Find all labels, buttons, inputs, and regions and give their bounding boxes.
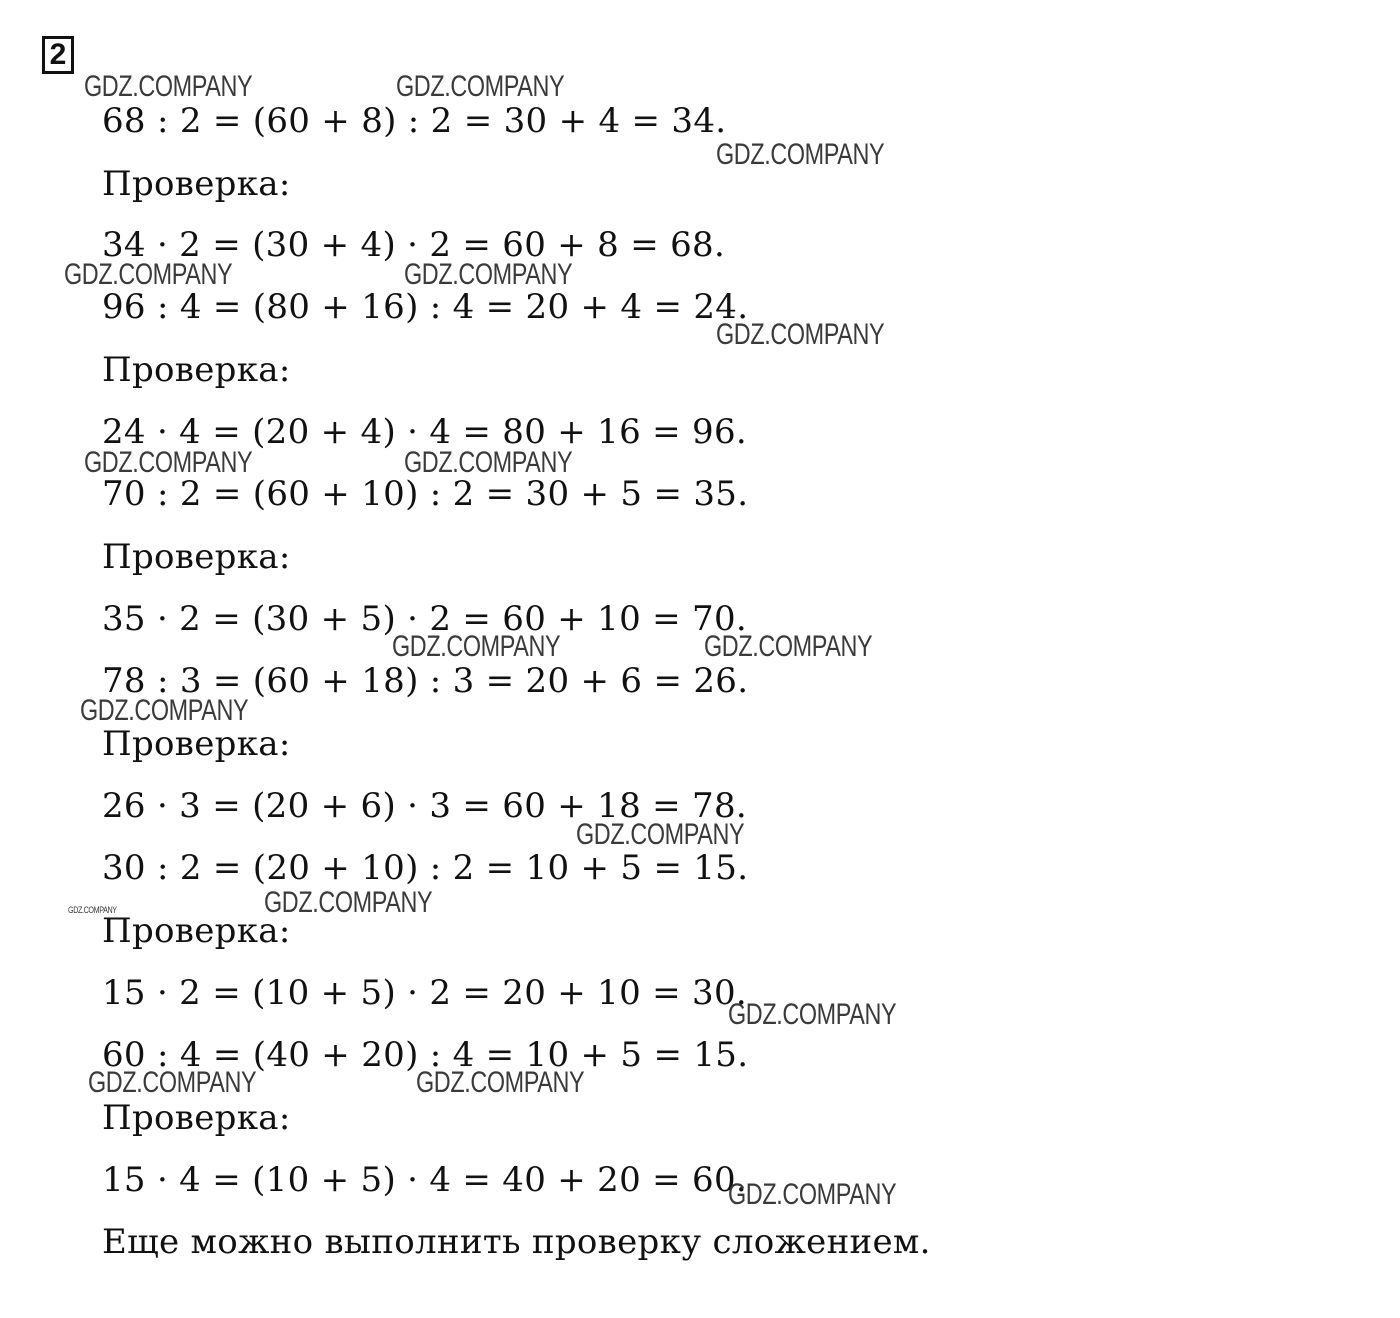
watermark: GDZ.COMPANY — [716, 318, 885, 351]
equation-line: 24 · 4 = (20 + 4) · 4 = 80 + 16 = 96. — [102, 412, 748, 452]
watermark: GDZ.COMPANY — [728, 998, 897, 1031]
equation-line: 70 : 2 = (60 + 10) : 2 = 30 + 5 = 35. — [102, 474, 749, 514]
watermark: GDZ.COMPANY — [416, 1066, 585, 1099]
watermark: GDZ.COMPANY — [88, 1066, 257, 1099]
watermark: GDZ.COMPANY — [704, 630, 873, 663]
watermark: GDZ.COMPANY — [404, 258, 573, 291]
watermark: GDZ.COMPANY — [84, 70, 253, 103]
watermark: GDZ.COMPANY — [84, 446, 253, 479]
watermark: GDZ.COMPANY — [716, 138, 885, 171]
watermark: GDZ.COMPANY — [404, 446, 573, 479]
watermark: GDZ.COMPANY — [80, 694, 249, 727]
equation-line: 34 · 2 = (30 + 4) · 2 = 60 + 8 = 68. — [102, 225, 726, 265]
check-label: Проверка: — [102, 537, 291, 577]
equation-line: 35 · 2 = (30 + 5) · 2 = 60 + 10 = 70. — [102, 599, 748, 639]
check-label: Проверка: — [102, 164, 291, 204]
check-label: Проверка: — [102, 1098, 291, 1138]
check-label: Проверка: — [102, 911, 291, 951]
watermark: GDZ.COMPANY — [728, 1178, 897, 1211]
equation-line: 26 · 3 = (20 + 6) · 3 = 60 + 18 = 78. — [102, 786, 748, 826]
watermark: GDZ.COMPANY — [264, 886, 433, 919]
watermark: GDZ.COMPANY — [68, 905, 117, 915]
equation-line: 78 : 3 = (60 + 18) : 3 = 20 + 6 = 26. — [102, 661, 749, 701]
closing-note: Еще можно выполнить проверку сложением. — [102, 1222, 931, 1262]
equation-line: 30 : 2 = (20 + 10) : 2 = 10 + 5 = 15. — [102, 848, 749, 888]
equation-line: 15 · 4 = (10 + 5) · 4 = 40 + 20 = 60. — [102, 1160, 748, 1200]
watermark: GDZ.COMPANY — [392, 630, 561, 663]
equation-line: 96 : 4 = (80 + 16) : 4 = 20 + 4 = 24. — [102, 287, 749, 327]
check-label: Проверка: — [102, 724, 291, 764]
check-label: Проверка: — [102, 350, 291, 390]
watermark: GDZ.COMPANY — [64, 258, 233, 291]
equation-line: 15 · 2 = (10 + 5) · 2 = 20 + 10 = 30. — [102, 973, 748, 1013]
equation-line: 68 : 2 = (60 + 8) : 2 = 30 + 4 = 34. — [102, 101, 727, 141]
task-number: 2 — [42, 36, 74, 74]
watermark: GDZ.COMPANY — [396, 70, 565, 103]
watermark: GDZ.COMPANY — [576, 818, 745, 851]
equation-line: 60 : 4 = (40 + 20) : 4 = 10 + 5 = 15. — [102, 1035, 749, 1075]
